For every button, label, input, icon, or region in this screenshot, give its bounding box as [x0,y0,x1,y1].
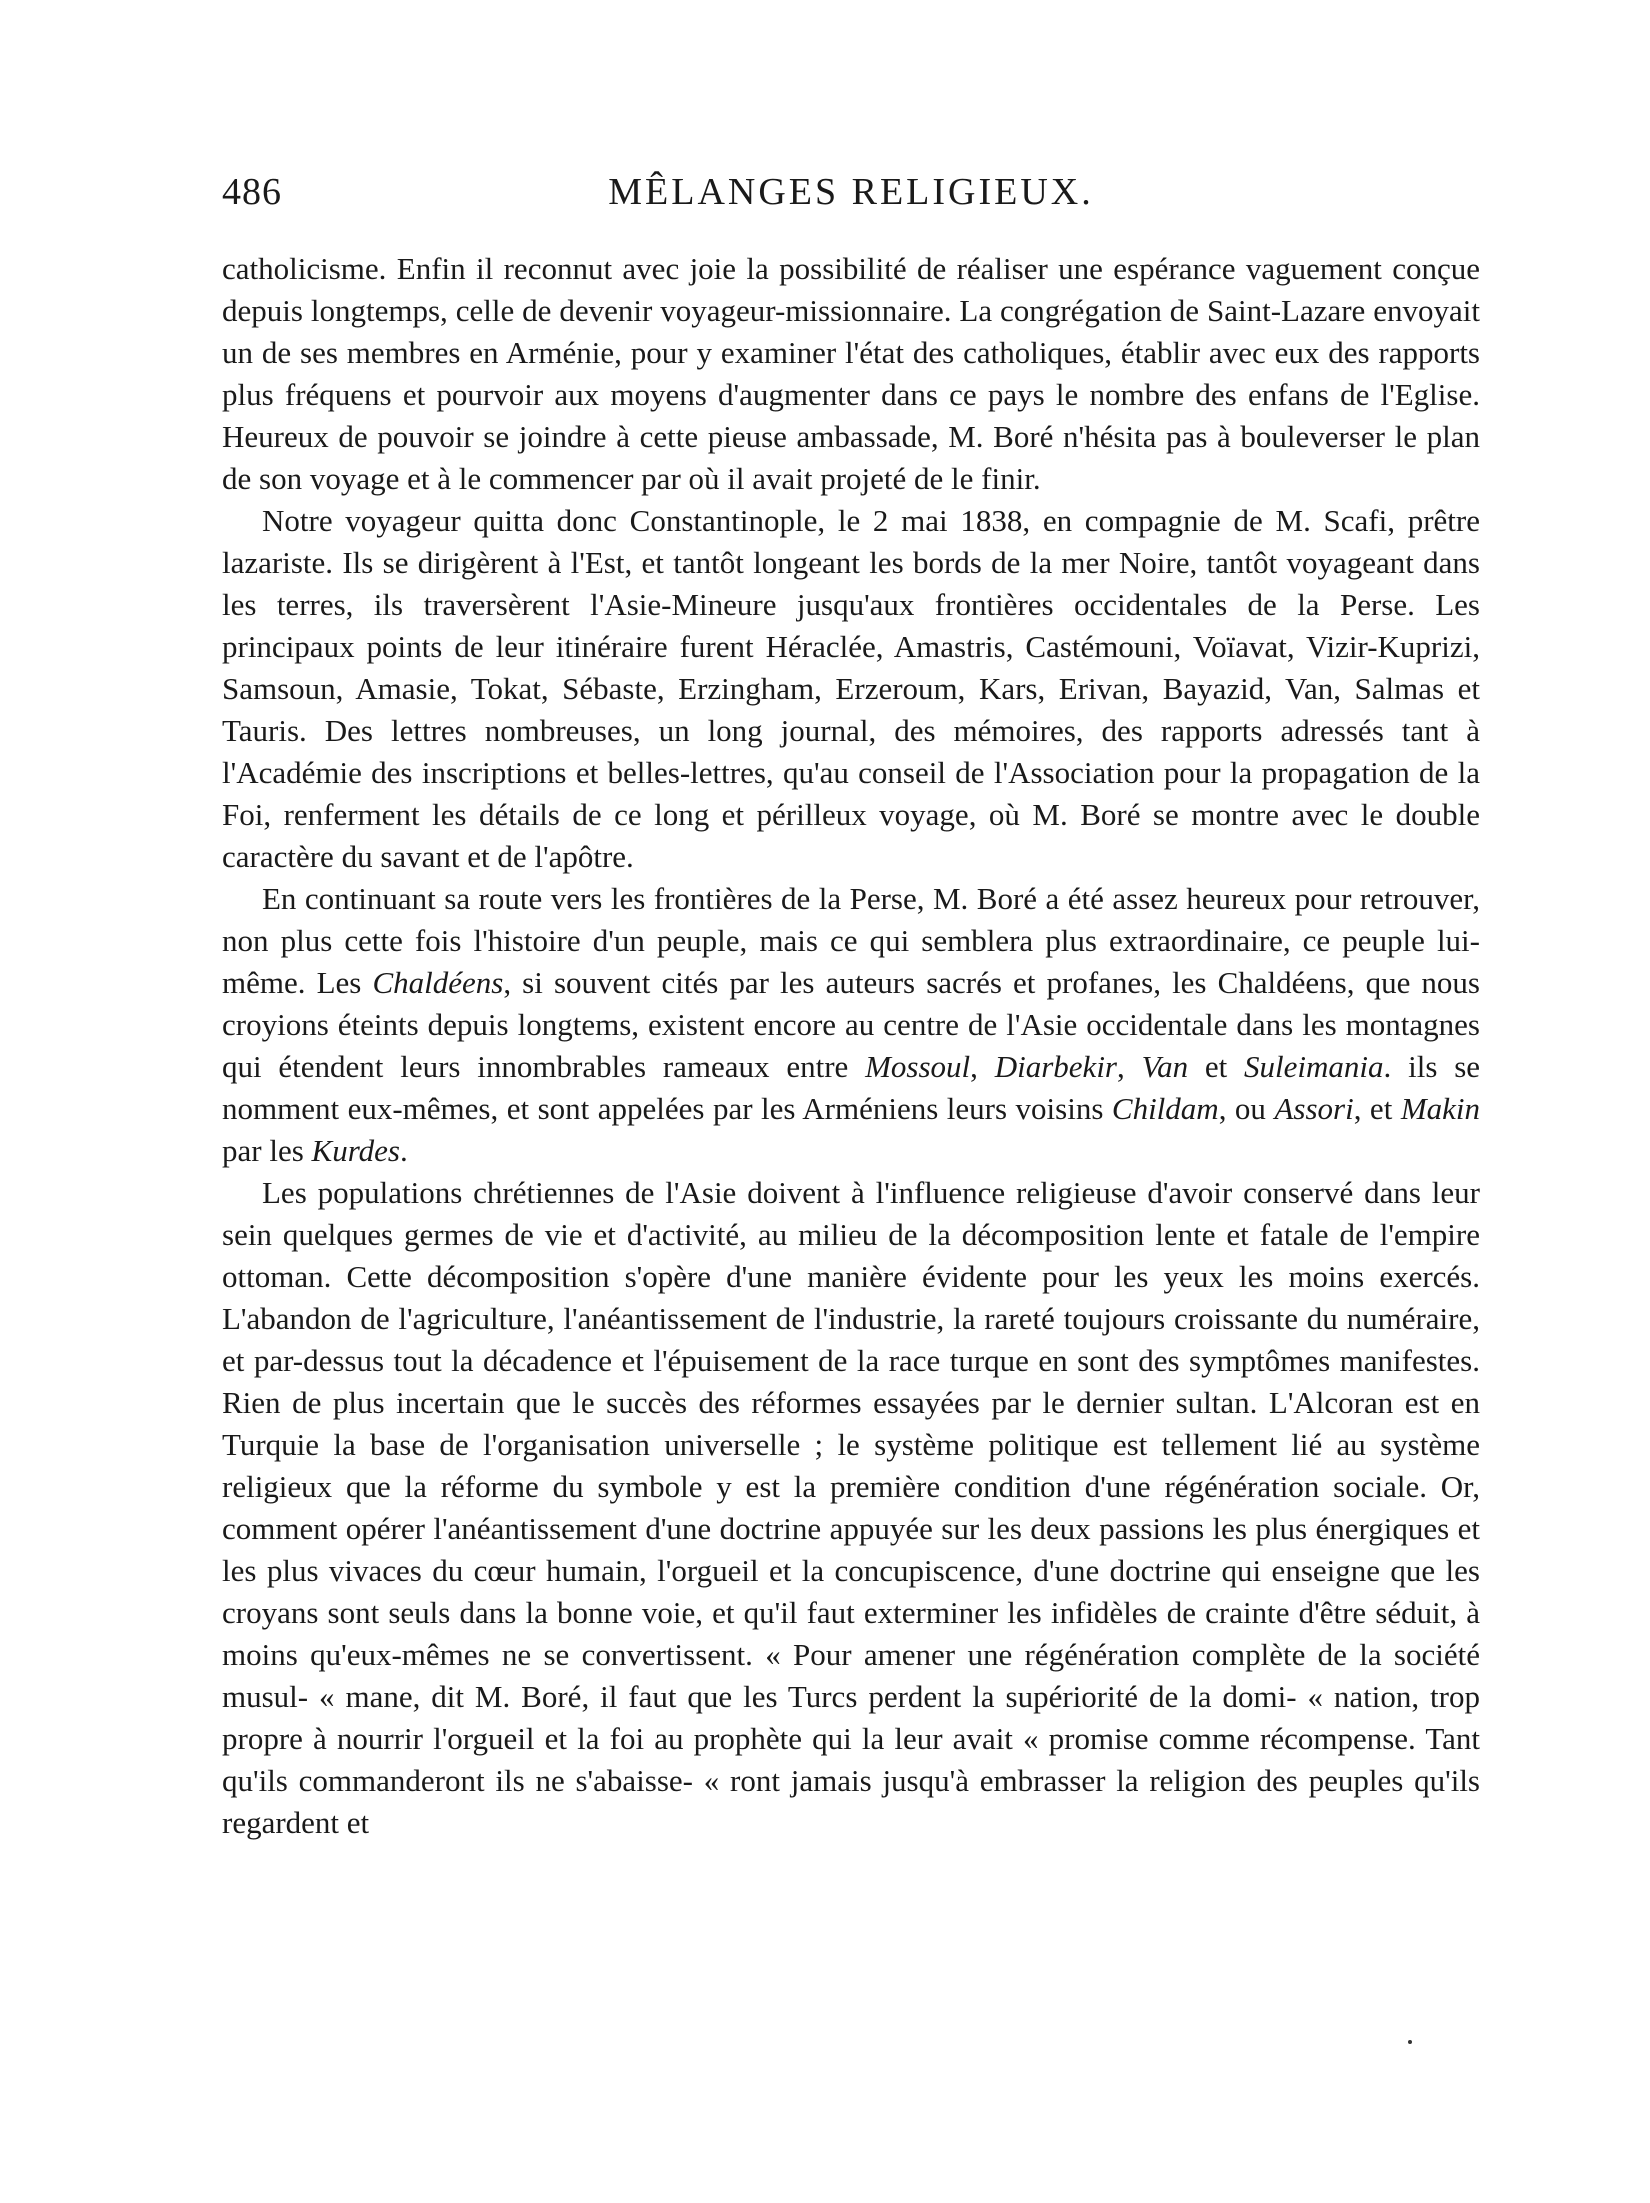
text-span: Les populations chrétiennes de l'Asie doivent à l'influence religieuse d'avoir conservé dans leur sein quelques germes de vie et d'activité, au milieu de la décomposition lente et fatale de l'empire ottoman. Cette décomposition s'opère d'une manière évidente pour les yeux les moins exercés. L'abandon de l'agriculture, l'anéantissement de l'industrie, la rareté toujours croissante du numéraire, et par-dessus tout la décadence et l'épuisement de la race turque en sont des symptômes manifestes. Rien de plus incertain que le succès des réformes essayées par le dernier sultan. L'Alcoran est en Turquie la base de l'organisation universelle ; le système politique est tellement lié au système religieux que la réforme du symbole y est la première condition d'une régénération sociale. Or, comment opérer l'anéantissement d'une doctrine appuyée sur les deux passions les plus énergiques et les plus vivaces du cœur humain, l'orgueil et la concupiscence, d'une doctrine qui enseigne que les croyans sont seuls dans la bonne voie, et qu'il faut exterminer les infidèles de crainte d'être séduit, à moins qu'eux-mêmes ne se convertissent. « Pour amener une régénération complète de la société musul- « mane, dit M. Boré, il faut que les Turcs perdent la supériorité de la domi- « nation, trop propre à nourrir l'orgueil et la foi au prophète qui la leur avait « promise comme récompense. Tant qu'ils commanderont ils ne s'abaisse- « ront jamais jusqu'à embrasser la religion des peuples qu'ils regardent et [222,1175,1480,1840]
text-span: , si souvent cités par les auteurs sacrés et profanes, les Chaldéens, que nous croyions éteints depuis longtems, existent encore au centre de l'Asie occidentale dans les montagnes qui étendent leurs innombrables rameaux entre [222,965,1480,1084]
text-span: , [970,1049,995,1084]
italic-term: Kurdes [311,1133,400,1168]
text-span: En continuant sa route vers les frontières de la Perse, M. Boré a été assez heureux pour retrouver, non plus cette fois l'histoire d'un peuple, mais ce qui semblera plus extraordinaire, ce peuple lui-même. Les [222,881,1480,1000]
text-span: , et [1353,1091,1401,1126]
italic-term: Suleimania [1244,1049,1384,1084]
paragraph-4 [222,1172,1480,1844]
text-span: par les [222,1133,312,1168]
text-span: . ils se nomment eux-mêmes, et sont appelées par les Arméniens leurs voisins [222,1049,1481,1126]
italic-term: Diarbekir [994,1049,1117,1084]
text-span: Notre voyageur quitta donc Constantinople, le 2 mai 1838, en compagnie de M. Scafi, prêtre lazariste. Ils se dirigèrent à l'Est, et tantôt longeant les bords de la mer Noire, tantôt voyageant dans les terres, ils traversèrent l'Asie-Mineure jusqu'aux frontières occidentales de la Perse. Les principaux points de leur itinéraire furent Héraclée, Amastris, Castémouni, Voïavat, Vizir-Kuprizi, Samsoun, Amasie, Tokat, Sébaste, Erzingham, Erzeroum, Kars, Erivan, Bayazid, Van, Salmas et Tauris. Des lettres nombreuses, un long journal, des mémoires, des rapports adressés tant à l'Académie des inscriptions et belles-lettres, qu'au conseil de l'Association pour la propagation de la Foi, renferment les détails de ce long et périlleux voyage, où M. Boré se montre avec le double caractère du savant et de l'apôtre. [222,503,1480,874]
italic-term: Makin [1400,1091,1481,1126]
italic-term: Van [1141,1049,1189,1084]
paragraph-1 [222,248,1480,500]
body-text [222,248,1480,1844]
text-span: catholicisme. Enfin il reconnut avec joie la possibilité de réaliser une espérance vaguement conçue depuis longtemps, celle de devenir voyageur-missionnaire. La congrégation de Saint-Lazare envoyait un de ses membres en Arménie, pour y examiner l'état des catholiques, établir avec eux des rapports plus fréquens et pourvoir aux moyens d'augmenter dans ce pays le nombre des enfans de l'Eglise. Heureux de pouvoir se joindre à cette pieuse ambassade, M. Boré n'hésita pas à bouleverser le plan de son voyage et à le commencer par où il avait projeté de le finir. [222,251,1480,496]
running-title: MÊLANGES RELIGIEUX. [608,171,1094,213]
italic-term: Mossoul [865,1049,971,1084]
ink-speck [1408,2040,1412,2044]
paragraph-3 [222,878,1480,1172]
paragraph-2 [222,500,1480,878]
text-span: . [399,1133,408,1168]
italic-term: Chaldéens [372,965,504,1000]
text-span: , [1117,1049,1142,1084]
italic-term: Assori [1274,1091,1354,1126]
page-number: 486 [222,171,282,213]
italic-term: Childam [1111,1091,1219,1126]
text-span: et [1188,1049,1245,1084]
text-span: , ou [1218,1091,1275,1126]
page-header [222,170,1480,230]
